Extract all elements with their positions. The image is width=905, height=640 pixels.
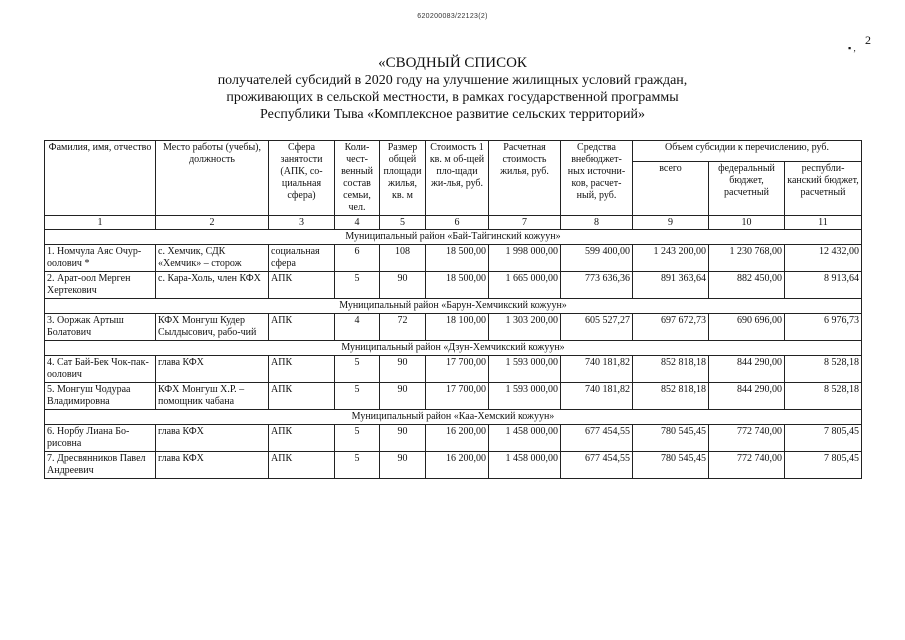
table-row [45, 452, 862, 479]
table-row [45, 314, 862, 341]
header-sphere: Сфера занятости (АПК, со-циальная сфера) [269, 141, 335, 216]
subsidy-republic-cell: 8 528,18 [785, 356, 862, 383]
district-row [45, 410, 862, 425]
extra-budget-funds-cell: 740 181,82 [561, 356, 633, 383]
living-area-cell: 90 [380, 383, 426, 410]
district-row [45, 299, 862, 314]
subsidy-republic-cell: 6 976,73 [785, 314, 862, 341]
workplace-cell: глава КФХ [156, 425, 269, 452]
table-row [45, 356, 862, 383]
district-row [45, 341, 862, 356]
living-area-cell: 90 [380, 272, 426, 299]
recipient-name-cell: 6. Норбу Лиана Бо-рисовна [45, 425, 156, 452]
header-family: Коли-чест-венный состав семьи, чел. [335, 141, 380, 216]
column-number: 5 [380, 216, 426, 230]
extra-budget-funds-cell: 605 527,27 [561, 314, 633, 341]
extra-budget-funds-cell: 677 454,55 [561, 425, 633, 452]
subsidy-total-cell: 697 672,73 [633, 314, 709, 341]
column-number: 3 [269, 216, 335, 230]
workplace-cell: с. Хемчик, СДК «Хемчик» – сторож [156, 245, 269, 272]
column-number: 9 [633, 216, 709, 230]
subsidy-federal-cell: 690 696,00 [709, 314, 785, 341]
table-header [45, 141, 862, 230]
family-size-cell: 5 [335, 452, 380, 479]
header-subsidy-total: всего [633, 161, 709, 215]
header-subsidy-federal: федеральный бюджет, расчетный [709, 161, 785, 215]
workplace-cell: глава КФХ [156, 452, 269, 479]
title-block [0, 55, 905, 123]
subsidy-federal-cell: 844 290,00 [709, 356, 785, 383]
extra-budget-funds-cell: 677 454,55 [561, 452, 633, 479]
total-cost-cell: 1 458 000,00 [489, 425, 561, 452]
district-row [45, 230, 862, 245]
column-number: 10 [709, 216, 785, 230]
total-cost-cell: 1 303 200,00 [489, 314, 561, 341]
column-number: 8 [561, 216, 633, 230]
family-size-cell: 6 [335, 245, 380, 272]
table-row [45, 272, 862, 299]
header-total-cost: Расчетная стоимость жилья, руб. [489, 141, 561, 216]
subsidy-republic-cell: 7 805,45 [785, 452, 862, 479]
header-subsidy-republic: республи-канский бюджет, расчетный [785, 161, 862, 215]
corner-mark: ▪ , [848, 43, 856, 53]
total-cost-cell: 1 998 000,00 [489, 245, 561, 272]
extra-budget-funds-cell: 773 636,36 [561, 272, 633, 299]
employment-sphere-cell: АПК [269, 452, 335, 479]
table-row [45, 383, 862, 410]
recipient-name-cell: 1. Номчула Аяс Очур-оолович * [45, 245, 156, 272]
column-number: 1 [45, 216, 156, 230]
document-title: «СВОДНЫЙ СПИСОК [378, 55, 527, 71]
living-area-cell: 90 [380, 356, 426, 383]
cost-per-sqm-cell: 18 500,00 [426, 272, 489, 299]
family-size-cell: 5 [335, 356, 380, 383]
subsidy-federal-cell: 772 740,00 [709, 425, 785, 452]
workplace-cell: глава КФХ [156, 356, 269, 383]
extra-budget-funds-cell: 599 400,00 [561, 245, 633, 272]
employment-sphere-cell: социальная сфера [269, 245, 335, 272]
header-cost-per-m: Стоимость 1 кв. м об-щей пло-щади жи-лья, руб. [426, 141, 489, 216]
recipient-name-cell: 7. Дресвянников Павел Андреевич [45, 452, 156, 479]
living-area-cell: 72 [380, 314, 426, 341]
cost-per-sqm-cell: 17 700,00 [426, 383, 489, 410]
subsidy-total-cell: 852 818,18 [633, 356, 709, 383]
subsidy-total-cell: 780 545,45 [633, 452, 709, 479]
district-name: Муниципальный район «Барун-Хемчикский кожуун» [45, 299, 862, 314]
subsidy-federal-cell: 844 290,00 [709, 383, 785, 410]
family-size-cell: 4 [335, 314, 380, 341]
recipients-table [44, 140, 862, 479]
cost-per-sqm-cell: 16 200,00 [426, 452, 489, 479]
employment-sphere-cell: АПК [269, 383, 335, 410]
recipient-name-cell: 4. Сат Бай-Бек Чок-пак-оолович [45, 356, 156, 383]
recipient-name-cell: 5. Монгуш Чодураа Владимировна [45, 383, 156, 410]
header-name: Фамилия, имя, отчество [45, 141, 156, 216]
column-number: 6 [426, 216, 489, 230]
subsidy-total-cell: 891 363,64 [633, 272, 709, 299]
living-area-cell: 108 [380, 245, 426, 272]
total-cost-cell: 1 458 000,00 [489, 452, 561, 479]
title-line-2: проживающих в сельской местности, в рамках государственной программы [226, 90, 679, 105]
header-work: Место работы (учебы), должность [156, 141, 269, 216]
column-number: 11 [785, 216, 862, 230]
living-area-cell: 90 [380, 452, 426, 479]
table-row [45, 245, 862, 272]
extra-budget-funds-cell: 740 181,82 [561, 383, 633, 410]
subsidy-republic-cell: 8 528,18 [785, 383, 862, 410]
cost-per-sqm-cell: 18 500,00 [426, 245, 489, 272]
title-line-1: получателей субсидий в 2020 году на улучшение жилищных условий граждан, [217, 73, 688, 88]
subsidy-total-cell: 852 818,18 [633, 383, 709, 410]
subsidy-federal-cell: 882 450,00 [709, 272, 785, 299]
column-numbers-row [45, 216, 862, 230]
document-id: 620200083/22123(2) [417, 13, 488, 20]
employment-sphere-cell: АПК [269, 314, 335, 341]
employment-sphere-cell: АПК [269, 356, 335, 383]
cost-per-sqm-cell: 18 100,00 [426, 314, 489, 341]
total-cost-cell: 1 593 000,00 [489, 356, 561, 383]
subsidy-total-cell: 780 545,45 [633, 425, 709, 452]
family-size-cell: 5 [335, 383, 380, 410]
cost-per-sqm-cell: 17 700,00 [426, 356, 489, 383]
title-line-3: Республики Тыва «Комплексное развитие сельских территорий» [260, 107, 645, 122]
subsidy-republic-cell: 7 805,45 [785, 425, 862, 452]
workplace-cell: КФХ Монгуш Кудер Сылдысович, рабо-чий [156, 314, 269, 341]
column-number: 2 [156, 216, 269, 230]
subsidy-republic-cell: 8 913,64 [785, 272, 862, 299]
column-number: 7 [489, 216, 561, 230]
subsidy-federal-cell: 1 230 768,00 [709, 245, 785, 272]
subsidy-republic-cell: 12 432,00 [785, 245, 862, 272]
cost-per-sqm-cell: 16 200,00 [426, 425, 489, 452]
header-subsidy-group: Объем субсидии к перечислению, руб. [633, 141, 862, 162]
column-number: 4 [335, 216, 380, 230]
subsidy-federal-cell: 772 740,00 [709, 452, 785, 479]
employment-sphere-cell: АПК [269, 425, 335, 452]
workplace-cell: КФХ Монгуш Х.Р. – помощник чабана [156, 383, 269, 410]
workplace-cell: с. Кара-Холь, член КФХ [156, 272, 269, 299]
living-area-cell: 90 [380, 425, 426, 452]
recipient-name-cell: 3. Ооржак Артыш Болатович [45, 314, 156, 341]
total-cost-cell: 1 593 000,00 [489, 383, 561, 410]
total-cost-cell: 1 665 000,00 [489, 272, 561, 299]
family-size-cell: 5 [335, 425, 380, 452]
employment-sphere-cell: АПК [269, 272, 335, 299]
page-number: 2 [865, 33, 871, 47]
subsidy-total-cell: 1 243 200,00 [633, 245, 709, 272]
recipient-name-cell: 2. Арат-оол Мерген Хертекович [45, 272, 156, 299]
district-name: Муниципальный район «Бай-Тайгинский кожуун» [45, 230, 862, 245]
table-body [45, 230, 862, 479]
header-extra-funds: Средства внебюджет-ных источни-ков, расчет-ный, руб. [561, 141, 633, 216]
header-area: Размер общей площади жилья, кв. м [380, 141, 426, 216]
district-name: Муниципальный район «Каа-Хемский кожуун» [45, 410, 862, 425]
table-row [45, 425, 862, 452]
district-name: Муниципальный район «Дзун-Хемчикский кожуун» [45, 341, 862, 356]
family-size-cell: 5 [335, 272, 380, 299]
